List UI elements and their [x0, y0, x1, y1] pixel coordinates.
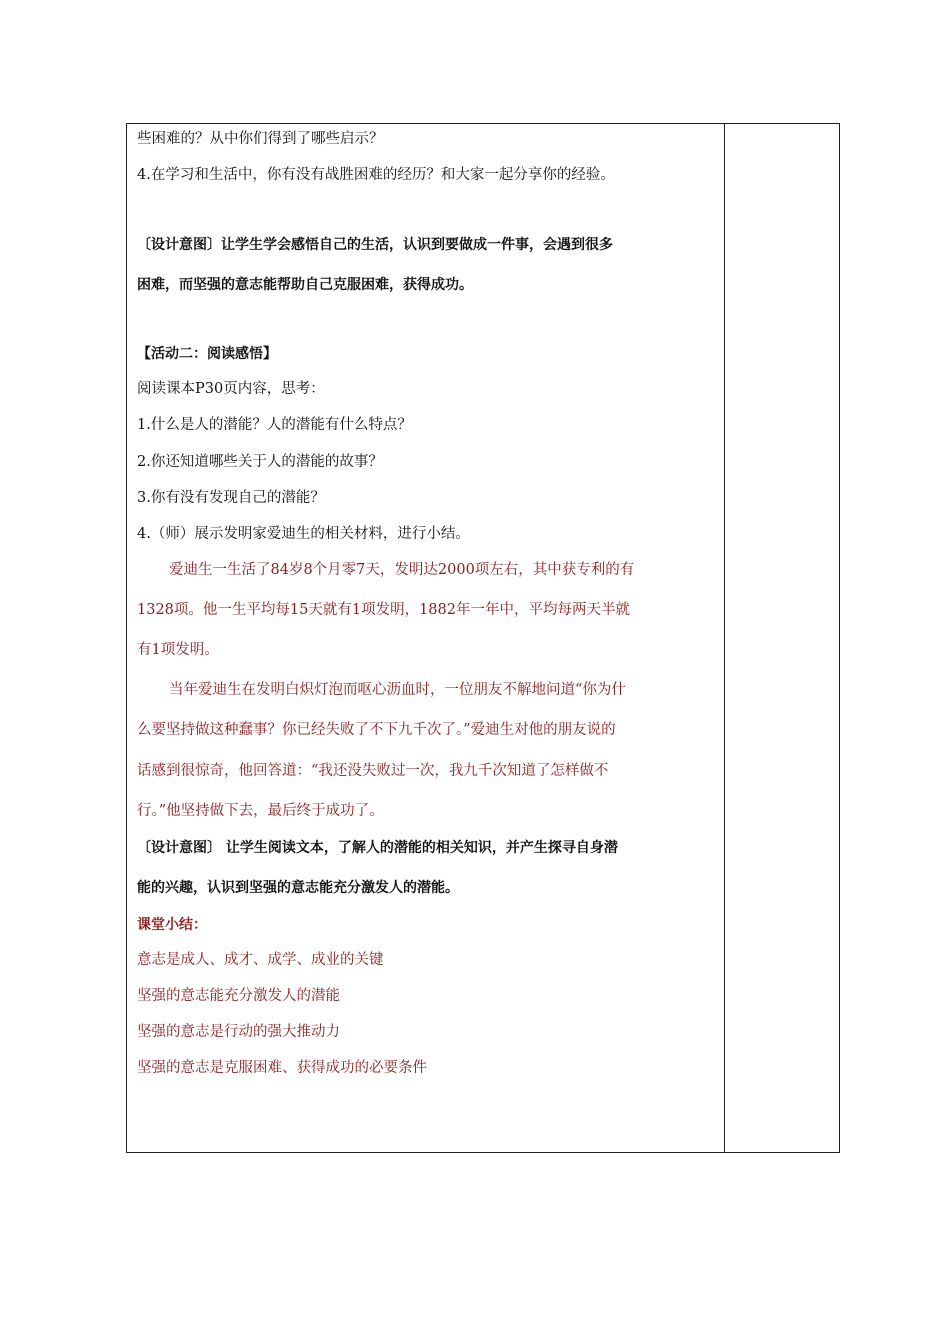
- design-intent-2-line1: 〔设计意图〕 让学生阅读文本，了解人的潜能的相关知识，并产生探寻自身潜: [137, 840, 618, 856]
- notes-cell: [725, 124, 839, 1152]
- design-intent-2-line2: 能的兴趣，认识到坚强的意志能充分激发人的潜能。: [137, 880, 459, 896]
- question-4-teacher: 4.（师）展示发明家爱迪生的相关材料，进行小结。: [137, 526, 470, 542]
- question-2: 2.你还知道哪些关于人的潜能的故事？: [137, 454, 383, 470]
- read-instruction: 阅读课本P30页内容，思考：: [137, 381, 325, 397]
- lesson-table: [126, 123, 840, 1153]
- summary-item-1: 意志是成人、成才、成学、成业的关键: [137, 952, 384, 968]
- edison-paragraph-2-line1: 当年爱迪生在发明白炽灯泡而呕心沥血时，一位朋友不解地问道“你为什: [169, 682, 626, 698]
- question-4: 4.在学习和生活中，你有没有战胜困难的经历？和大家一起分享你的经验。: [137, 167, 615, 183]
- summary-item-4: 坚强的意志是克服困难、获得成功的必要条件: [137, 1060, 427, 1076]
- activity-2-title: 【活动二：阅读感悟】: [137, 346, 277, 362]
- design-intent-1-line1: 〔设计意图〕让学生学会感悟自己的生活，认识到要做成一件事，会遇到很多: [137, 237, 613, 253]
- edison-paragraph-1-line3: 有1项发明。: [137, 642, 219, 658]
- summary-item-2: 坚强的意志能充分激发人的潜能: [137, 988, 340, 1004]
- question-1: 1.什么是人的潜能？人的潜能有什么特点？: [137, 417, 412, 433]
- edison-paragraph-2-line3: 话感到很惊奇，他回答道：“我还没失败过一次，我九千次知道了怎样做不: [137, 763, 609, 779]
- summary-item-3: 坚强的意志是行动的强大推动力: [137, 1024, 340, 1040]
- text-line: 些困难的？从中你们得到了哪些启示？: [137, 131, 384, 147]
- design-intent-1-line2: 困难，而坚强的意志能帮助自己克服困难，获得成功。: [137, 277, 473, 293]
- summary-title: 课堂小结：: [137, 917, 207, 933]
- edison-paragraph-2-line4: 行。”他坚持做下去，最后终于成功了。: [137, 803, 384, 819]
- edison-paragraph-1-line1: 爱迪生一生活了84岁8个月零7天，发明达2000项左右，其中获专利的有: [169, 562, 635, 578]
- lesson-content-cell: [127, 124, 724, 1152]
- edison-paragraph-1-line2: 1328项。他一生平均每15天就有1项发明，1882年一年中，平均每两天半就: [137, 602, 630, 618]
- edison-paragraph-2-line2: 么要坚持做这种蠢事？你已经失败了不下九千次了。”爱迪生对他的朋友说的: [137, 722, 616, 738]
- question-3: 3.你有没有发现自己的潜能？: [137, 490, 325, 506]
